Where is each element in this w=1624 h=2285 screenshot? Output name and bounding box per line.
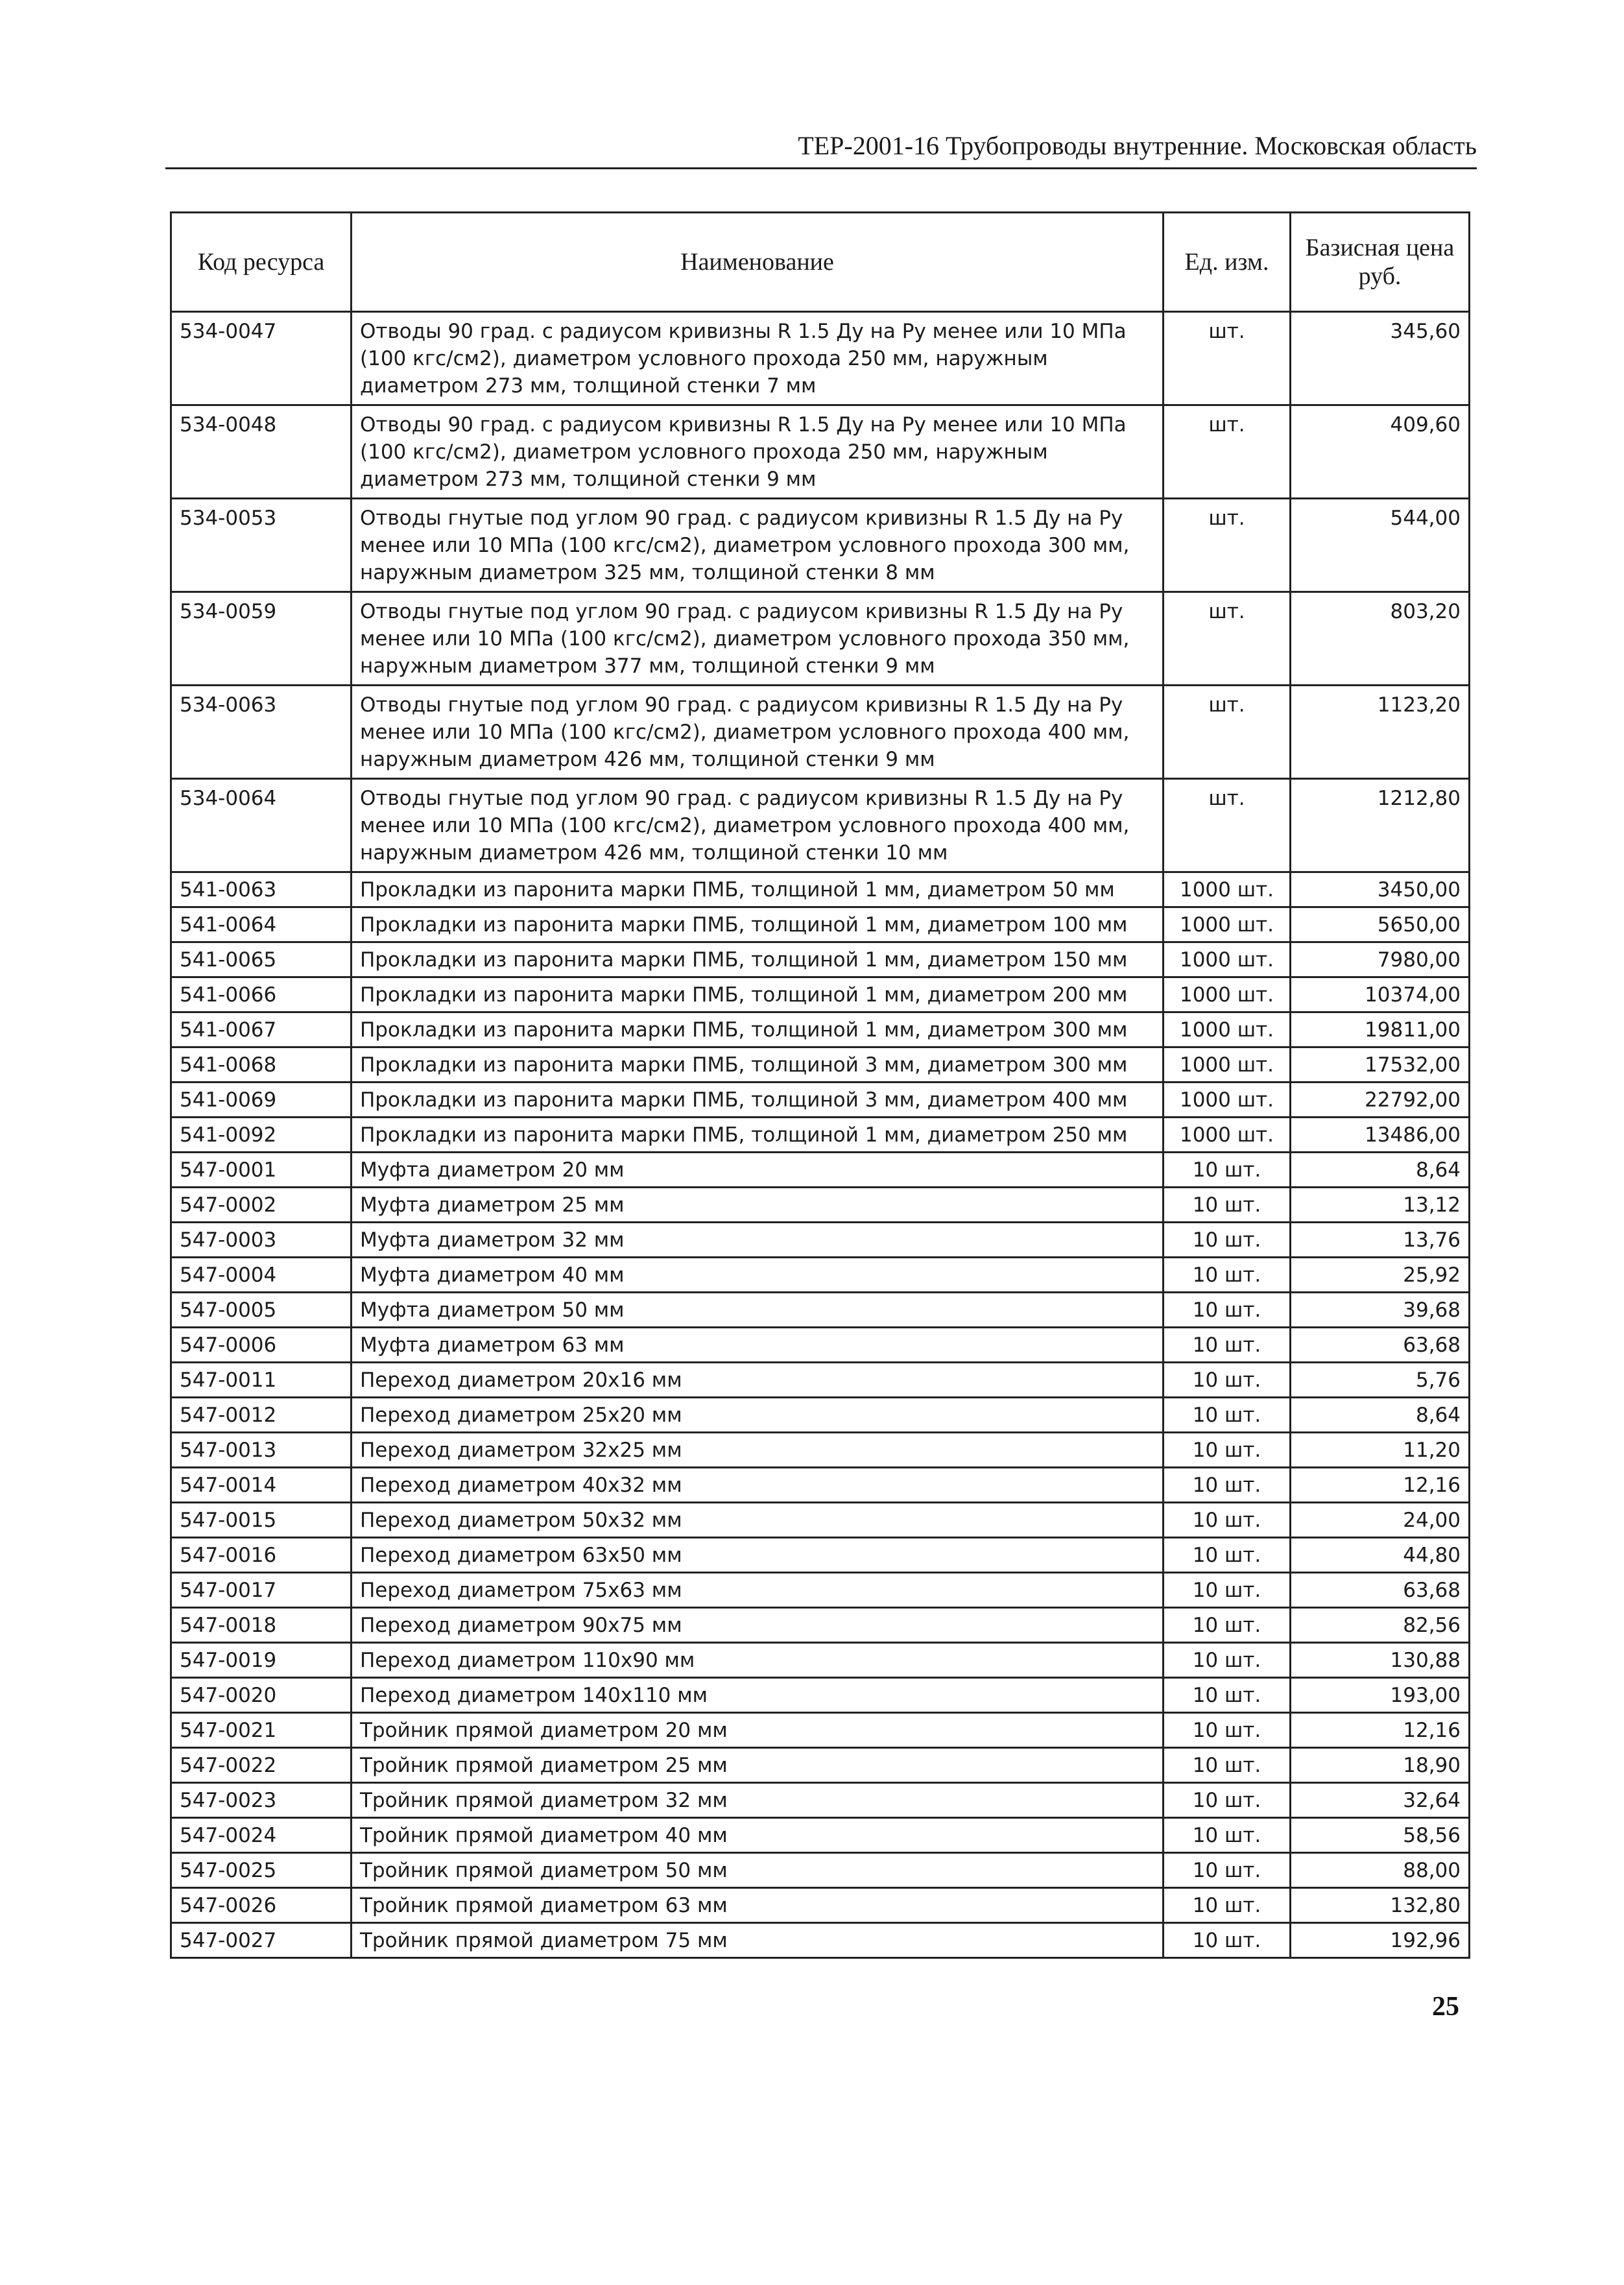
header-divider bbox=[165, 167, 1477, 169]
cell-price: 544,00 bbox=[1291, 499, 1470, 592]
cell-name: Муфта диаметром 25 мм bbox=[352, 1188, 1164, 1223]
cell-code: 547-0014 bbox=[171, 1468, 352, 1503]
table-row bbox=[171, 1923, 1470, 1958]
cell-code: 547-0015 bbox=[171, 1503, 352, 1538]
table-row bbox=[171, 1608, 1470, 1643]
cell-name: Прокладки из паронита марки ПМБ, толщиной 1 мм, диаметром 200 мм bbox=[352, 977, 1164, 1012]
table-row bbox=[171, 312, 1470, 405]
cell-name: Переход диаметром 140х110 мм bbox=[352, 1678, 1164, 1713]
table-header-row bbox=[171, 213, 1470, 312]
cell-unit: 1000 шт. bbox=[1164, 1012, 1291, 1047]
cell-name: Переход диаметром 20х16 мм bbox=[352, 1363, 1164, 1398]
cell-price: 58,56 bbox=[1291, 1818, 1470, 1853]
table-row bbox=[171, 1643, 1470, 1678]
cell-unit: 10 шт. bbox=[1164, 1643, 1291, 1678]
cell-code: 547-0016 bbox=[171, 1538, 352, 1573]
cell-code: 547-0021 bbox=[171, 1713, 352, 1748]
cell-price: 130,88 bbox=[1291, 1643, 1470, 1678]
table-row bbox=[171, 1398, 1470, 1433]
cell-price: 19811,00 bbox=[1291, 1012, 1470, 1047]
cell-unit: 10 шт. bbox=[1164, 1923, 1291, 1958]
cell-name: Тройник прямой диаметром 20 мм bbox=[352, 1713, 1164, 1748]
cell-name: Тройник прямой диаметром 32 мм bbox=[352, 1783, 1164, 1818]
column-header-unit: Ед. изм. bbox=[1164, 213, 1291, 312]
cell-unit: 1000 шт. bbox=[1164, 942, 1291, 977]
cell-name: Муфта диаметром 40 мм bbox=[352, 1258, 1164, 1293]
cell-price: 3450,00 bbox=[1291, 872, 1470, 907]
cell-price: 345,60 bbox=[1291, 312, 1470, 405]
cell-code: 547-0005 bbox=[171, 1293, 352, 1328]
cell-code: 547-0006 bbox=[171, 1328, 352, 1363]
cell-price: 7980,00 bbox=[1291, 942, 1470, 977]
cell-price: 25,92 bbox=[1291, 1258, 1470, 1293]
cell-name: Прокладки из паронита марки ПМБ, толщиной 1 мм, диаметром 250 мм bbox=[352, 1118, 1164, 1153]
table-row bbox=[171, 1363, 1470, 1398]
cell-name: Тройник прямой диаметром 75 мм bbox=[352, 1923, 1164, 1958]
cell-name: Переход диаметром 90х75 мм bbox=[352, 1608, 1164, 1643]
cell-unit: 10 шт. bbox=[1164, 1783, 1291, 1818]
cell-name: Прокладки из паронита марки ПМБ, толщиной 3 мм, диаметром 400 мм bbox=[352, 1083, 1164, 1118]
cell-unit: 10 шт. bbox=[1164, 1258, 1291, 1293]
cell-unit: 1000 шт. bbox=[1164, 907, 1291, 942]
table-row bbox=[171, 1083, 1470, 1118]
cell-code: 547-0012 bbox=[171, 1398, 352, 1433]
cell-name: Переход диаметром 25х20 мм bbox=[352, 1398, 1164, 1433]
table-row bbox=[171, 1223, 1470, 1258]
table-row bbox=[171, 907, 1470, 942]
cell-price: 17532,00 bbox=[1291, 1047, 1470, 1083]
table-row bbox=[171, 499, 1470, 592]
cell-code: 547-0013 bbox=[171, 1433, 352, 1468]
cell-unit: шт. bbox=[1164, 592, 1291, 686]
page-number: 25 bbox=[1432, 1992, 1459, 2022]
table-row bbox=[171, 1047, 1470, 1083]
cell-name: Муфта диаметром 50 мм bbox=[352, 1293, 1164, 1328]
cell-code: 547-0026 bbox=[171, 1888, 352, 1923]
table-row bbox=[171, 1153, 1470, 1188]
table-row bbox=[171, 686, 1470, 779]
cell-price: 39,68 bbox=[1291, 1293, 1470, 1328]
cell-price: 8,64 bbox=[1291, 1398, 1470, 1433]
cell-unit: шт. bbox=[1164, 499, 1291, 592]
cell-unit: 1000 шт. bbox=[1164, 977, 1291, 1012]
cell-unit: 10 шт. bbox=[1164, 1398, 1291, 1433]
cell-code: 534-0064 bbox=[171, 779, 352, 872]
cell-price: 1212,80 bbox=[1291, 779, 1470, 872]
cell-unit: 10 шт. bbox=[1164, 1468, 1291, 1503]
table-row bbox=[171, 1888, 1470, 1923]
cell-code: 547-0017 bbox=[171, 1573, 352, 1608]
cell-code: 541-0064 bbox=[171, 907, 352, 942]
cell-price: 63,68 bbox=[1291, 1573, 1470, 1608]
cell-price: 1123,20 bbox=[1291, 686, 1470, 779]
cell-price: 803,20 bbox=[1291, 592, 1470, 686]
cell-unit: 10 шт. bbox=[1164, 1293, 1291, 1328]
cell-price: 11,20 bbox=[1291, 1433, 1470, 1468]
table-row bbox=[171, 1748, 1470, 1783]
cell-name: Прокладки из паронита марки ПМБ, толщиной 1 мм, диаметром 150 мм bbox=[352, 942, 1164, 977]
cell-code: 541-0065 bbox=[171, 942, 352, 977]
cell-unit: 10 шт. bbox=[1164, 1538, 1291, 1573]
document-header-title: ТЕР-2001-16 Трубопроводы внутренние. Московская область bbox=[798, 131, 1477, 160]
cell-unit: 10 шт. bbox=[1164, 1713, 1291, 1748]
cell-name: Переход диаметром 32х25 мм bbox=[352, 1433, 1164, 1468]
cell-name: Отводы гнутые под углом 90 град. с радиусом кривизны R 1.5 Ду на Ру менее или 10 МПа (100 кгс/см2), диаметром условного прохода 300 мм, наружным диаметром 325 мм, толщиной стенки 8 мм bbox=[352, 499, 1164, 592]
cell-code: 534-0059 bbox=[171, 592, 352, 686]
cell-code: 547-0022 bbox=[171, 1748, 352, 1783]
table-row bbox=[171, 1012, 1470, 1047]
table-row bbox=[171, 1118, 1470, 1153]
cell-name: Муфта диаметром 63 мм bbox=[352, 1328, 1164, 1363]
cell-price: 409,60 bbox=[1291, 405, 1470, 499]
cell-price: 18,90 bbox=[1291, 1748, 1470, 1783]
cell-price: 82,56 bbox=[1291, 1608, 1470, 1643]
cell-price: 13,76 bbox=[1291, 1223, 1470, 1258]
cell-price: 24,00 bbox=[1291, 1503, 1470, 1538]
cell-code: 547-0011 bbox=[171, 1363, 352, 1398]
cell-code: 534-0048 bbox=[171, 405, 352, 499]
cell-price: 193,00 bbox=[1291, 1678, 1470, 1713]
table-row bbox=[171, 1433, 1470, 1468]
table-row bbox=[171, 977, 1470, 1012]
cell-unit: 10 шт. bbox=[1164, 1888, 1291, 1923]
column-header-code: Код ресурса bbox=[171, 213, 352, 312]
cell-price: 12,16 bbox=[1291, 1713, 1470, 1748]
table-row bbox=[171, 1818, 1470, 1853]
table-row bbox=[171, 592, 1470, 686]
cell-unit: 10 шт. bbox=[1164, 1223, 1291, 1258]
cell-unit: 10 шт. bbox=[1164, 1818, 1291, 1853]
cell-code: 534-0063 bbox=[171, 686, 352, 779]
cell-name: Переход диаметром 75х63 мм bbox=[352, 1573, 1164, 1608]
cell-code: 547-0002 bbox=[171, 1188, 352, 1223]
table-row bbox=[171, 1468, 1470, 1503]
cell-code: 547-0018 bbox=[171, 1608, 352, 1643]
table-row bbox=[171, 1258, 1470, 1293]
table-row bbox=[171, 1188, 1470, 1223]
cell-price: 132,80 bbox=[1291, 1888, 1470, 1923]
cell-code: 547-0027 bbox=[171, 1923, 352, 1958]
cell-code: 547-0004 bbox=[171, 1258, 352, 1293]
cell-name: Отводы гнутые под углом 90 град. с радиусом кривизны R 1.5 Ду на Ру менее или 10 МПа (100 кгс/см2), диаметром условного прохода 400 мм, наружным диаметром 426 мм, толщиной стенки 9 мм bbox=[352, 686, 1164, 779]
cell-unit: 10 шт. bbox=[1164, 1573, 1291, 1608]
cell-unit: шт. bbox=[1164, 312, 1291, 405]
table-row bbox=[171, 1538, 1470, 1573]
resource-price-table bbox=[170, 211, 1470, 1959]
table-row bbox=[171, 779, 1470, 872]
cell-price: 88,00 bbox=[1291, 1853, 1470, 1888]
cell-code: 541-0066 bbox=[171, 977, 352, 1012]
cell-price: 5,76 bbox=[1291, 1363, 1470, 1398]
column-header-price: Базисная цена руб. bbox=[1291, 213, 1470, 312]
cell-name: Отводы гнутые под углом 90 град. с радиусом кривизны R 1.5 Ду на Ру менее или 10 МПа (100 кгс/см2), диаметром условного прохода 400 мм, наружным диаметром 426 мм, толщиной стенки 10 мм bbox=[352, 779, 1164, 872]
cell-unit: шт. bbox=[1164, 405, 1291, 499]
cell-price: 22792,00 bbox=[1291, 1083, 1470, 1118]
cell-code: 547-0024 bbox=[171, 1818, 352, 1853]
cell-code: 547-0025 bbox=[171, 1853, 352, 1888]
cell-price: 13486,00 bbox=[1291, 1118, 1470, 1153]
cell-price: 12,16 bbox=[1291, 1468, 1470, 1503]
cell-code: 541-0092 bbox=[171, 1118, 352, 1153]
cell-name: Отводы 90 град. с радиусом кривизны R 1.5 Ду на Ру менее или 10 МПа (100 кгс/см2), диаметром условного прохода 250 мм, наружным диаметром 273 мм, толщиной стенки 7 мм bbox=[352, 312, 1164, 405]
cell-price: 63,68 bbox=[1291, 1328, 1470, 1363]
cell-name: Прокладки из паронита марки ПМБ, толщиной 1 мм, диаметром 100 мм bbox=[352, 907, 1164, 942]
cell-name: Тройник прямой диаметром 50 мм bbox=[352, 1853, 1164, 1888]
table-row bbox=[171, 1293, 1470, 1328]
table-row bbox=[171, 1503, 1470, 1538]
cell-unit: 10 шт. bbox=[1164, 1328, 1291, 1363]
cell-name: Прокладки из паронита марки ПМБ, толщиной 3 мм, диаметром 300 мм bbox=[352, 1047, 1164, 1083]
cell-name: Отводы 90 град. с радиусом кривизны R 1.5 Ду на Ру менее или 10 МПа (100 кгс/см2), диаметром условного прохода 250 мм, наружным диаметром 273 мм, толщиной стенки 9 мм bbox=[352, 405, 1164, 499]
table-row bbox=[171, 1853, 1470, 1888]
cell-unit: 10 шт. bbox=[1164, 1188, 1291, 1223]
cell-unit: 10 шт. bbox=[1164, 1503, 1291, 1538]
cell-price: 5650,00 bbox=[1291, 907, 1470, 942]
table-row bbox=[171, 1678, 1470, 1713]
table-row bbox=[171, 942, 1470, 977]
cell-unit: 10 шт. bbox=[1164, 1433, 1291, 1468]
cell-name: Муфта диаметром 32 мм bbox=[352, 1223, 1164, 1258]
cell-price: 32,64 bbox=[1291, 1783, 1470, 1818]
cell-name: Переход диаметром 110х90 мм bbox=[352, 1643, 1164, 1678]
cell-name: Отводы гнутые под углом 90 град. с радиусом кривизны R 1.5 Ду на Ру менее или 10 МПа (100 кгс/см2), диаметром условного прохода 350 мм, наружным диаметром 377 мм, толщиной стенки 9 мм bbox=[352, 592, 1164, 686]
cell-unit: 10 шт. bbox=[1164, 1608, 1291, 1643]
cell-code: 547-0020 bbox=[171, 1678, 352, 1713]
cell-price: 44,80 bbox=[1291, 1538, 1470, 1573]
cell-unit: 10 шт. bbox=[1164, 1853, 1291, 1888]
cell-code: 541-0063 bbox=[171, 872, 352, 907]
cell-code: 547-0019 bbox=[171, 1643, 352, 1678]
cell-code: 541-0067 bbox=[171, 1012, 352, 1047]
cell-name: Прокладки из паронита марки ПМБ, толщиной 1 мм, диаметром 300 мм bbox=[352, 1012, 1164, 1047]
cell-code: 541-0069 bbox=[171, 1083, 352, 1118]
table-row bbox=[171, 1713, 1470, 1748]
cell-name: Тройник прямой диаметром 40 мм bbox=[352, 1818, 1164, 1853]
table-row bbox=[171, 1573, 1470, 1608]
cell-unit: 10 шт. bbox=[1164, 1678, 1291, 1713]
cell-name: Прокладки из паронита марки ПМБ, толщиной 1 мм, диаметром 50 мм bbox=[352, 872, 1164, 907]
cell-unit: шт. bbox=[1164, 779, 1291, 872]
cell-code: 547-0001 bbox=[171, 1153, 352, 1188]
cell-price: 192,96 bbox=[1291, 1923, 1470, 1958]
cell-code: 547-0003 bbox=[171, 1223, 352, 1258]
table-row bbox=[171, 1328, 1470, 1363]
cell-name: Переход диаметром 63х50 мм bbox=[352, 1538, 1164, 1573]
table-row bbox=[171, 872, 1470, 907]
cell-unit: 10 шт. bbox=[1164, 1748, 1291, 1783]
cell-price: 10374,00 bbox=[1291, 977, 1470, 1012]
cell-unit: 10 шт. bbox=[1164, 1363, 1291, 1398]
column-header-name: Наименование bbox=[352, 213, 1164, 312]
table-row bbox=[171, 405, 1470, 499]
cell-name: Муфта диаметром 20 мм bbox=[352, 1153, 1164, 1188]
cell-code: 534-0047 bbox=[171, 312, 352, 405]
cell-name: Тройник прямой диаметром 25 мм bbox=[352, 1748, 1164, 1783]
cell-name: Тройник прямой диаметром 63 мм bbox=[352, 1888, 1164, 1923]
cell-name: Переход диаметром 50х32 мм bbox=[352, 1503, 1164, 1538]
cell-price: 13,12 bbox=[1291, 1188, 1470, 1223]
cell-unit: 1000 шт. bbox=[1164, 1047, 1291, 1083]
table-body bbox=[171, 312, 1470, 1958]
cell-name: Переход диаметром 40х32 мм bbox=[352, 1468, 1164, 1503]
cell-unit: 1000 шт. bbox=[1164, 872, 1291, 907]
table-row bbox=[171, 1783, 1470, 1818]
cell-unit: 1000 шт. bbox=[1164, 1083, 1291, 1118]
cell-unit: 1000 шт. bbox=[1164, 1118, 1291, 1153]
cell-code: 541-0068 bbox=[171, 1047, 352, 1083]
cell-code: 534-0053 bbox=[171, 499, 352, 592]
cell-code: 547-0023 bbox=[171, 1783, 352, 1818]
cell-unit: шт. bbox=[1164, 686, 1291, 779]
cell-price: 8,64 bbox=[1291, 1153, 1470, 1188]
cell-unit: 10 шт. bbox=[1164, 1153, 1291, 1188]
